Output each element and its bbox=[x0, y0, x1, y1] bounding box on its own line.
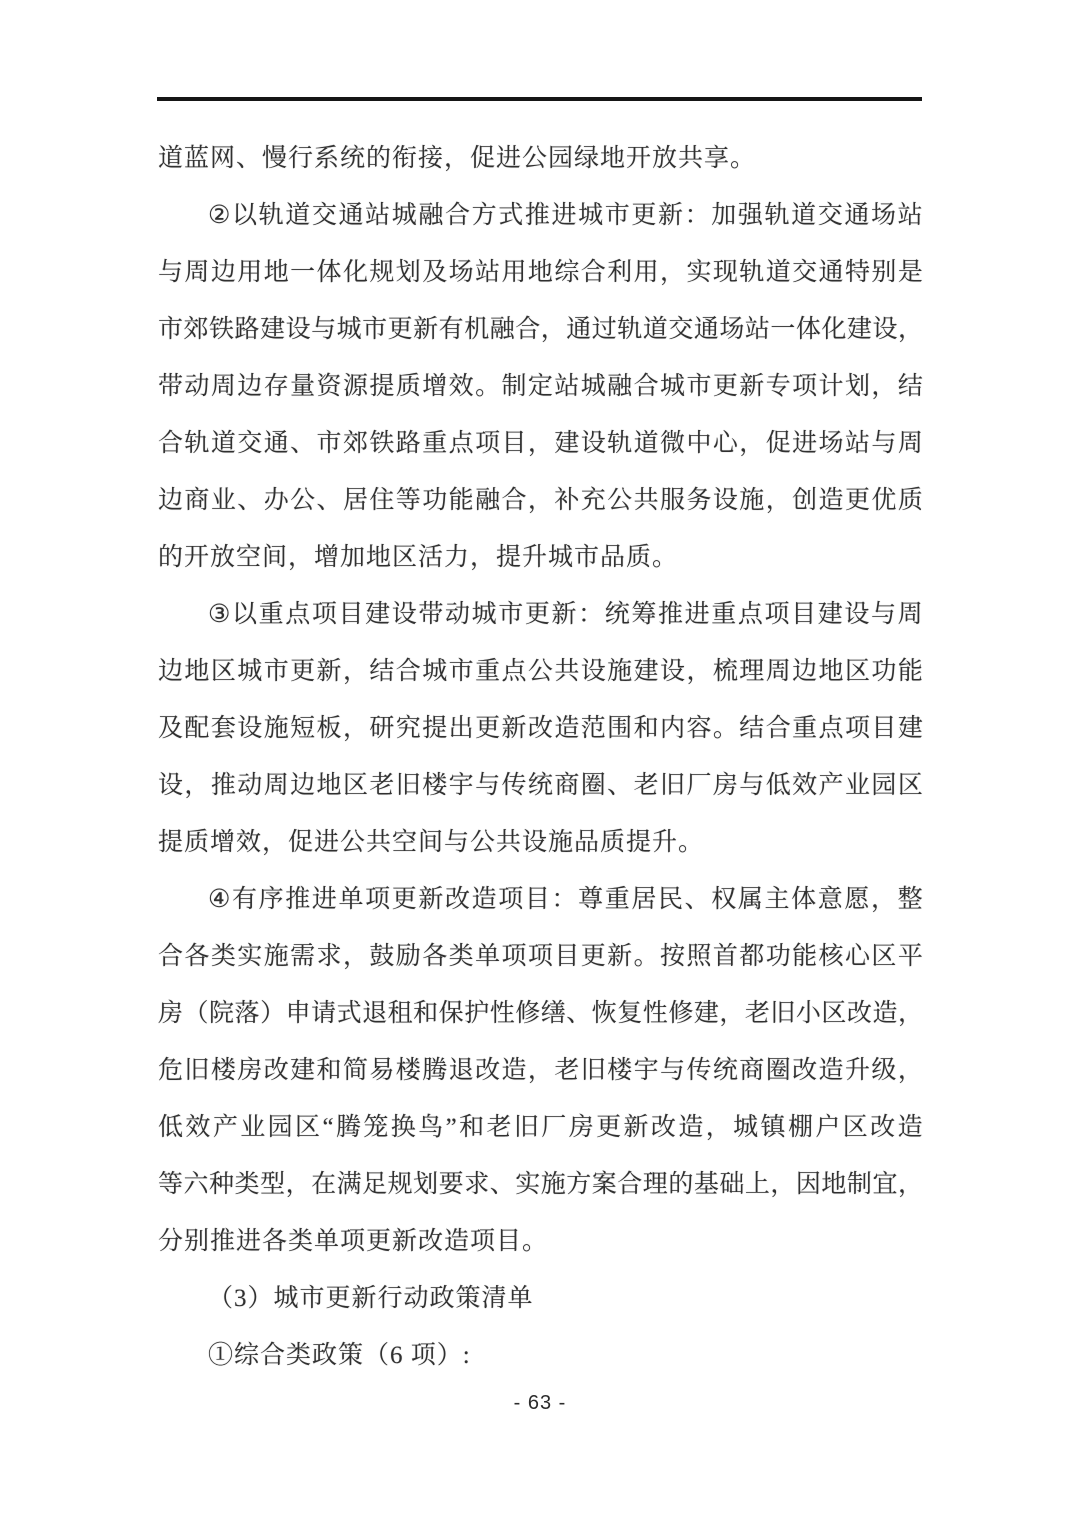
text-line: 与 周 边 用 地 一 体 化 规 划 及 场 站 用 地 综 合 利 用 ， 实 现 轨 道 交 通 特 别 是 bbox=[158, 259, 923, 286]
text-line: ② 以 轨 道 交 通 站 城 融 合 方 式 推 进 城 市 更 新 ： 加 强 轨 道 交 通 场 站 bbox=[208, 202, 923, 229]
text-line: 合 各 类 实 施 需 求 ， 鼓 励 各 类 单 项 项 目 更 新 。 按 照 首 都 功 能 核 心 区 平 bbox=[158, 943, 923, 970]
text-line: 市 郊 铁 路 建 设 与 城 市 更 新 有 机 融 合 ， 通 过 轨 道 交 通 场 站 一 体 化 建 设 ， bbox=[158, 316, 923, 343]
text-line: 边 地 区 城 市 更 新 ， 结 合 城 市 重 点 公 共 设 施 建 设 ， 梳 理 周 边 地 区 功 能 bbox=[158, 658, 923, 685]
text-line: 及 配 套 设 施 短 板 ， 研 究 提 出 更 新 改 造 范 围 和 内 容 。 结 合 重 点 项 目 建 bbox=[158, 715, 923, 742]
text-line: 边 商 业 、 办 公 、 居 住 等 功 能 融 合 ， 补 充 公 共 服 务 设 施 ， 创 造 更 优 质 bbox=[158, 487, 923, 514]
text-line: 等 六 种 类 型 ， 在 满 足 规 划 要 求 、 实 施 方 案 合 理 的 基 础 上 ， 因 地 制 宜 ， bbox=[158, 1171, 923, 1198]
text-line: 合 轨 道 交 通 、 市 郊 铁 路 重 点 项 目 ， 建 设 轨 道 微 中 心 ， 促 进 场 站 与 周 bbox=[158, 430, 923, 457]
text-line: 分别推进各类单项更新改造项目。 bbox=[158, 1228, 549, 1255]
text-line: ③ 以 重 点 项 目 建 设 带 动 城 市 更 新 ： 统 筹 推 进 重 点 项 目 建 设 与 周 bbox=[208, 601, 923, 628]
text-line: 低 效 产 业 园 区 “ 腾 笼 换 鸟 ” 和 老 旧 厂 房 更 新 改 造 ， 城 镇 棚 户 区 改 造 bbox=[158, 1114, 923, 1141]
text-line: 房 （ 院 落 ） 申 请 式 退 租 和 保 护 性 修 缮 、 恢 复 性 修 建 ， 老 旧 小 区 改 造 ， bbox=[158, 1000, 923, 1027]
text-line: ①综合类政策（6 项）: bbox=[208, 1342, 471, 1369]
text-line: 带 动 周 边 存 量 资 源 提 质 增 效 。 制 定 站 城 融 合 城 市 更 新 专 项 计 划 ， 结 bbox=[158, 373, 923, 400]
text-line: ④ 有 序 推 进 单 项 更 新 改 造 项 目 ： 尊 重 居 民 、 权 属 主 体 意 愿 ， 整 bbox=[208, 886, 923, 913]
text-line: 危 旧 楼 房 改 建 和 简 易 楼 腾 退 改 造 ， 老 旧 楼 宇 与 传 统 商 圈 改 造 升 级 ， bbox=[158, 1057, 923, 1084]
text-line: 设 ， 推 动 周 边 地 区 老 旧 楼 宇 与 传 统 商 圈 、 老 旧 厂 房 与 低 效 产 业 园 区 bbox=[158, 772, 923, 799]
document-body bbox=[158, 130, 923, 1384]
page-number: - 63 - bbox=[513, 1392, 567, 1414]
text-line: 的开放空间，增加地区活力，提升城市品质。 bbox=[158, 544, 679, 571]
text-line: 道蓝网、慢行系统的衔接，促进公园绿地开放共享。 bbox=[158, 145, 757, 172]
text-line: 提质增效，促进公共空间与公共设施品质提升。 bbox=[158, 829, 705, 856]
header-rule bbox=[157, 97, 922, 101]
text-line: （3）城市更新行动政策清单 bbox=[208, 1285, 534, 1312]
